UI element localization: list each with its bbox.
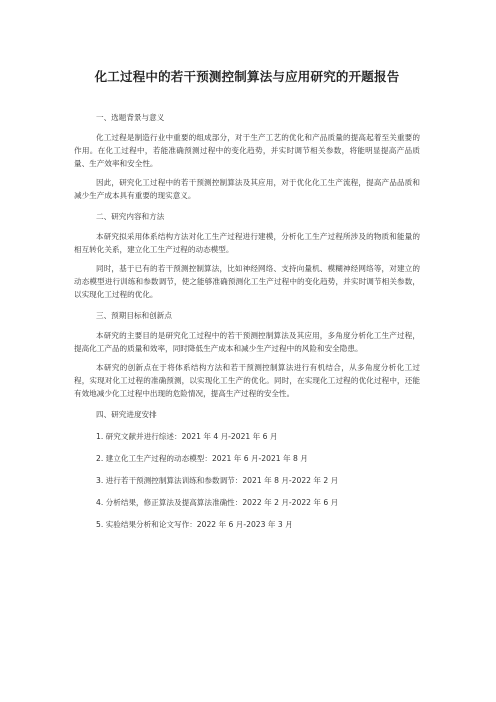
paragraph-goals-1: 本研究的主要目的是研究化工过程中的若干预测控制算法及其应用，多角度分析化工生产过程，提高化工产品的质量和效率，同时降低生产成本和减少生产过程中的风险和安全隐患。	[74, 331, 420, 353]
schedule-item-1: 1. 研究文献并进行综述：2021 年 4 月-2021 年 6 月	[96, 432, 278, 441]
schedule-item-3: 3. 进行若干预测控制算法训练和参数调节：2021 年 8 月-2022 年 2 月	[96, 476, 339, 485]
schedule-item-4: 4. 分析结果，修正算法及提高算法准确性：2022 年 2 月-2022 年 6 月	[96, 498, 339, 507]
paragraph-goals-2: 本研究的创新点在于将体系结构方法和若干预测控制算法进行有机结合，从多角度分析化工过程，实现对化工过程的准确预测，以实现化工生产的优化。同时，在实现化工过程的优化过程中，还能有效地减少化工过程中出现的危险情况，提高生产过程的安全性。	[74, 363, 420, 398]
document-title: 化工过程中的若干预测控制算法与应用研究的开题报告	[94, 69, 400, 84]
section-heading-background: 一、选题背景与意义	[96, 113, 165, 122]
paragraph-methods-1: 本研究拟采用体系结构方法对化工生产过程进行建模，分析化工生产过程所涉及的物质和能量的相互转化关系，建立化工生产过程的动态模型。	[74, 232, 420, 254]
section-heading-schedule: 四、研究进度安排	[96, 410, 157, 419]
section-heading-goals-innovation: 三、预期目标和创新点	[96, 311, 172, 320]
schedule-item-2: 2. 建立化工生产过程的动态模型：2021 年 6 月-2021 年 8 月	[96, 454, 308, 463]
paragraph-background-2: 因此，研究化工过程中的若干预测控制算法及其应用，对于优化化工生产流程，提高产品品质和减少生产成本具有重要的现实意义。	[74, 178, 420, 200]
section-heading-content-methods: 二、研究内容和方法	[96, 212, 165, 221]
paragraph-methods-2: 同时，基于已有的若干预测控制算法，比如神经网络、支持向量机、模糊神经网络等，对建立的动态模型进行训练和参数调节，使之能够准确预测化工生产过程中的变化趋势，并实时调节相关参数，以实现化工过程的优化。	[74, 264, 420, 299]
paragraph-background-1: 化工过程是制造行业中重要的组成部分，对于生产工艺的优化和产品质量的提高起着至关重要的作用。在化工过程中，若能准确预测过程中的变化趋势，并实时调节相关参数，将能明显提高产品质量、生产效率和安全性。	[74, 133, 420, 168]
schedule-item-5: 5. 实验结果分析和论文写作：2022 年 6 月-2023 年 3 月	[96, 520, 293, 529]
